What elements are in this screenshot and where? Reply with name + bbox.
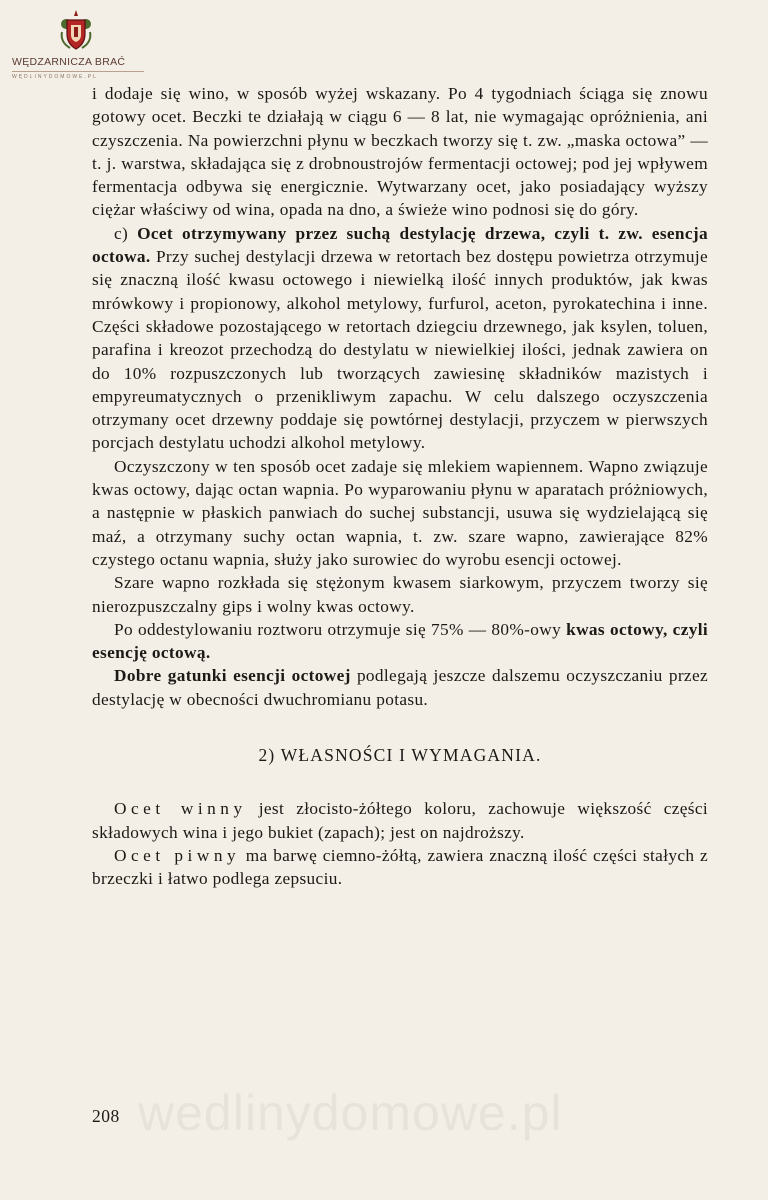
section-heading: 2) WŁASNOŚCI I WYMAGANIA. (258, 745, 542, 766)
paragraph-2 (92, 222, 708, 455)
term-spaced: Ocet winny (114, 799, 247, 819)
paragraph-6 (92, 664, 708, 711)
paragraph-3: Oczyszczony w ten sposób ocet zadaje się mlekiem wapiennem. Wapno związuje kwas octowy, dając octan wapnia. Po wyparowaniu płynu w aparatach próżniowych, a następnie w płaskich panwiach do suchej substancji, usuwa się wydzielającą się maź, a otrzymany suchy octan wapnia, t. zw. szare wapno, zawierające 82% czystego octanu wapnia, służy jako surowiec do wyrobu esencji octowej. (92, 456, 708, 569)
paragraph-5-bold: kwas octowy, czyli esencję octową. (92, 619, 709, 663)
paragraph-4: Szare wapno rozkłada się stężonym kwasem siarkowym, przyczem tworzy się nierozpuszczalny gips i wolny kwas octowy. (92, 573, 708, 616)
term-spaced: Ocet piwny (114, 845, 241, 865)
section-title-bold: Ocet otrzymywany przez suchą destylację drzewa, czyli t. zw. esencja octowa. (92, 223, 709, 267)
paragraph-5 (92, 618, 708, 665)
site-logo[interactable] (12, 8, 142, 80)
paragraph-1: i dodaje się wino, w sposób wyżej wskazany. Po 4 tygodniach ściąga się znowu gotowy ocet. Beczki te działają w ciągu 6 — 8 lat, nie wymagając opróżnienia, ani czyszczenia. Na powierzchni płynu w beczkach tworzy się t. zw. „maska octowa” — t. j. warstwa, składająca się z drobnoustrojów fermentacji octowej; pod jej wpływem fermentacja odbywa się energicznie. Wytwarzany ocet, jako posiadający wyższy ciężar właściwy od wina, opada na dno, a świeże wino podnosi się do góry. (92, 84, 708, 220)
paragraph-7-body: jest złocisto-żółtego koloru, zachowuje większość części składowych wina i jego bukiet (zapach); jest on najdroższy. (92, 799, 709, 842)
coat-of-arms-icon (56, 8, 96, 52)
paragraph-7 (92, 797, 708, 844)
list-marker: c) (114, 223, 129, 243)
watermark: wedlinydomowe.pl (138, 1085, 563, 1141)
paragraph-8-body: ma barwę ciemno-żółtą, zawiera znaczną ilość części stałych z brzeczki i łatwo podlega zepsuciu. (92, 845, 708, 889)
logo-title: WĘDZARNICZA BRAĆ (12, 56, 126, 68)
logo-divider (12, 71, 144, 72)
paragraph-6-body: podlegają jeszcze dalszemu oczyszczaniu przez destylację w obecności dwuchromianu potasu. (92, 666, 708, 709)
paragraph-6-bold: Dobre gatunki esencji octowej (114, 666, 351, 686)
page-number: 208 (92, 1106, 120, 1126)
logo-subtitle: WĘDLINYDOMOWE.PL (12, 74, 98, 80)
paragraph-8 (92, 844, 708, 891)
paragraph-2-body: Przy suchej destylacji drzewa w retortach bez dostępu powietrza otrzymuje się znaczną ilość kwasu octowego i niewielką ilość innych produktów, jak kwas mrówkowy i propionowy, alkohol metylowy, furfurol, aceton, pyrokatechina i inne. Części składowe pozostającego w retortach dziegciu drzewnego, jak ksylen, toluen, parafina i kreozot przechodzą do destylatu w niewielkiej ilości, jednak zawiera on do 10% rozpuszczonych lub tworzących zawiesinę składników mazistych i empyreumatycznych o przenikliwym zapachu. W celu dalszego oczyszczenia otrzymany ocet drzewny poddaje się powtórnej destylacji, przyczem w pierwszych porcjach destylatu uchodzi alkohol metylowy. (92, 247, 708, 453)
paragraph-5-body: Po oddestylowaniu roztworu otrzymuje się 75% — 80%-owy (114, 619, 562, 639)
page-text (92, 82, 708, 891)
